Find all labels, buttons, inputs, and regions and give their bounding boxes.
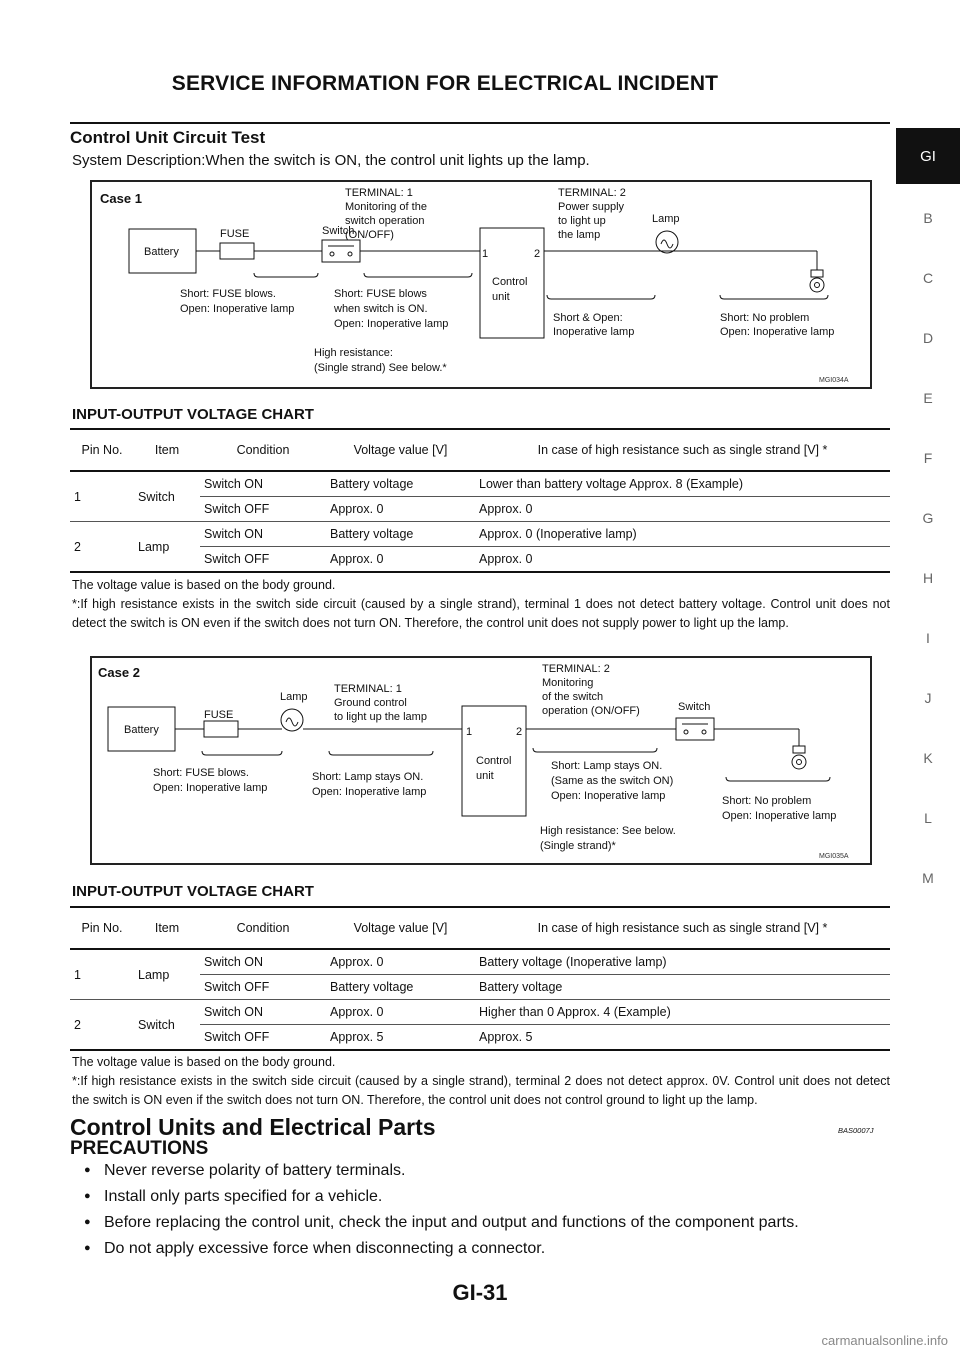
svg-text:Open: Inoperative lamp: Open: Inoperative lamp [180,303,295,315]
svg-text:the lamp: the lamp [558,229,601,241]
fuse-label: FUSE [204,709,234,721]
svg-text:Short & Open:: Short & Open: [553,312,623,324]
svg-text:Short: No problem: Short: No problem [720,312,810,324]
page-number: GI-31 [452,1280,508,1305]
tab-f[interactable]: F [923,450,933,466]
svg-text:Ground control: Ground control [334,697,407,709]
svg-text:Open: Inoperative lamp: Open: Inoperative lamp [720,326,835,338]
svg-text:TERMINAL: 2: TERMINAL: 2 [558,187,626,199]
header-condition: Condition [200,429,326,471]
tab-k[interactable]: K [923,750,933,766]
tab-l[interactable]: L [924,810,932,826]
svg-text:Short: Lamp stays ON.: Short: Lamp stays ON. [551,760,663,772]
svg-text:Open: Inoperative lamp: Open: Inoperative lamp [551,790,666,802]
svg-text:Open: Inoperative lamp: Open: Inoperative lamp [334,318,449,330]
switch-symbol [322,240,360,262]
pin-1: 1 [466,726,473,738]
tab-gi[interactable]: GI [896,128,960,184]
circuit-diagram-case-2 [90,656,872,865]
lamp-label: Lamp [652,213,680,225]
svg-text:TERMINAL: 1: TERMINAL: 1 [345,187,413,199]
switch-label: Switch [678,701,711,713]
svg-text:(Same as the switch ON): (Same as the switch ON) [551,775,674,787]
list-item: ● Install only parts specified for a vehicle. [84,1188,383,1205]
table-row: 2 Lamp Switch ON Battery voltage Approx. 0 (Inoperative lamp) [70,522,890,547]
svg-text:Short: FUSE blows.: Short: FUSE blows. [180,288,276,300]
table-row: Switch OFF Approx. 5 Approx. 5 [70,1025,890,1051]
svg-text:High resistance: See below.: High resistance: See below. [540,825,676,837]
svg-text:Open: Inoperative lamp: Open: Inoperative lamp [312,786,427,798]
tab-g[interactable]: G [922,510,934,526]
table-note: The voltage value is based on the body ground. *:If high resistance exists in the switch side circuit (caused by a single strand), terminal 2 does not detect approx. 0V. Control unit does not detect the switch is ON even if the switch does not turn ON. Therefore, the control unit does not control ground to light up the lamp. [72,1055,890,1107]
figure-code: MGI035A [819,853,849,860]
svg-text:TERMINAL: 1: TERMINAL: 1 [334,683,402,695]
table-row: Switch OFF Battery voltage Battery voltage [70,975,890,1000]
case-label: Case 2 [98,665,140,680]
header-rule [70,122,890,124]
watermark: carmanualsonline.info [821,1333,948,1348]
header-condition: Condition [200,907,326,949]
voltage-chart-title: INPUT-OUTPUT VOLTAGE CHART [72,406,314,423]
tab-i[interactable]: I [926,630,930,646]
table-note: The voltage value is based on the body ground. *:If high resistance exists in the switch side circuit (caused by a single strand), terminal 1 does not detect battery voltage. Control unit does not detect the switch is ON even if the switch does not turn ON. Therefore, the control unit does not supply power to light up the lamp. [72,578,890,630]
voltage-chart-table-1 [70,428,890,573]
pin-2: 2 [516,726,523,738]
table-row: 2 Switch Switch ON Approx. 0 Higher than 0 Approx. 4 (Example) [70,1000,890,1025]
svg-text:Open: Inoperative lamp: Open: Inoperative lamp [153,782,268,794]
svg-text:Short: Lamp stays ON.: Short: Lamp stays ON. [312,771,424,783]
control-label-2: unit [476,770,494,782]
tab-j[interactable]: J [924,690,932,706]
svg-text:Short: No problem: Short: No problem [722,795,812,807]
precautions-list [84,1162,884,1266]
tab-c[interactable]: C [922,270,934,286]
list-item: ● Never reverse polarity of battery terminals. [84,1162,406,1179]
tab-e[interactable]: E [923,390,933,406]
table-row: Switch OFF Approx. 0 Approx. 0 [70,497,890,522]
list-item: ● Do not apply excessive force when disconnecting a connector. [84,1240,546,1257]
svg-text:switch operation: switch operation [345,215,425,227]
voltage-chart-title: INPUT-OUTPUT VOLTAGE CHART [72,883,314,900]
reference-code: BAS0007J [838,1126,874,1135]
svg-text:Monitoring: Monitoring [542,677,594,689]
svg-text:Monitoring of the: Monitoring of the [345,201,427,213]
tab-d[interactable]: D [922,330,934,346]
section-tabs [896,128,960,908]
tab-b[interactable]: B [923,210,933,226]
section-title: Control Units and Electrical Parts [70,1114,436,1140]
tab-h[interactable]: H [922,570,934,586]
section-title: Control Unit Circuit Test [70,128,266,147]
svg-text:TERMINAL: 2: TERMINAL: 2 [542,663,610,675]
pin-2: 2 [534,248,541,260]
control-label-2: unit [492,291,510,303]
control-label-1: Control [476,755,512,767]
header-high-resistance: In case of high resistance such as single strand [V] * [475,907,890,949]
svg-text:Power supply: Power supply [558,201,625,213]
battery-label: Battery [124,724,159,736]
system-description: System Description:When the switch is ON, the control unit lights up the lamp. [72,152,590,169]
svg-text:when switch is ON.: when switch is ON. [334,303,428,315]
case-label: Case 1 [100,191,142,206]
figure-code: MGI034A [819,377,849,384]
svg-text:to light up: to light up [558,215,606,227]
header-item: Item [134,907,200,949]
precautions-title: PRECAUTIONS [70,1138,209,1159]
tab-m[interactable]: M [922,870,934,886]
header-item: Item [134,429,200,471]
lamp-symbol [656,231,678,253]
control-label-1: Control [492,276,528,288]
header-pin: Pin No. [70,429,134,471]
circuit-diagram-case-1 [90,180,872,389]
header-voltage: Voltage value [V] [326,907,475,949]
header-voltage: Voltage value [V] [326,429,475,471]
switch-symbol [676,718,714,740]
voltage-chart-table-2 [70,906,890,1051]
ground-symbol [793,746,805,753]
table-row: Switch OFF Approx. 0 Approx. 0 [70,547,890,573]
svg-text:(Single strand) See below.*: (Single strand) See below.* [314,362,447,374]
pin-1: 1 [482,248,489,260]
svg-text:(Single strand)*: (Single strand)* [540,840,616,852]
lamp-label: Lamp [280,691,308,703]
svg-text:Short: FUSE blows: Short: FUSE blows [334,288,427,300]
svg-text:to light up the lamp: to light up the lamp [334,711,427,723]
fuse-label: FUSE [220,228,250,240]
table-row: 1 Lamp Switch ON Approx. 0 Battery voltage (Inoperative lamp) [70,949,890,975]
list-item: ● Before replacing the control unit, check the input and output and functions of the component parts. [84,1214,799,1231]
lamp-symbol [281,709,303,731]
page-header-title: SERVICE INFORMATION FOR ELECTRICAL INCIDENT [171,72,719,95]
ground-symbol [811,270,823,277]
header-pin: Pin No. [70,907,134,949]
svg-text:Short: FUSE blows.: Short: FUSE blows. [153,767,249,779]
svg-text:of the switch: of the switch [542,691,604,703]
svg-text:High resistance:: High resistance: [314,347,393,359]
switch-label: Switch [322,225,355,237]
header-high-resistance: In case of high resistance such as single strand [V] * [475,429,890,471]
fuse-symbol [220,243,254,259]
table-row: 1 Switch Switch ON Battery voltage Lower than battery voltage Approx. 8 (Example) [70,471,890,497]
fuse-symbol [204,721,238,737]
svg-text:Open: Inoperative lamp: Open: Inoperative lamp [722,810,837,822]
svg-text:operation (ON/OFF): operation (ON/OFF) [542,705,640,717]
svg-text:Inoperative lamp: Inoperative lamp [553,326,635,338]
battery-label: Battery [144,246,179,258]
svg-text:(ON/OFF): (ON/OFF) [345,229,394,241]
